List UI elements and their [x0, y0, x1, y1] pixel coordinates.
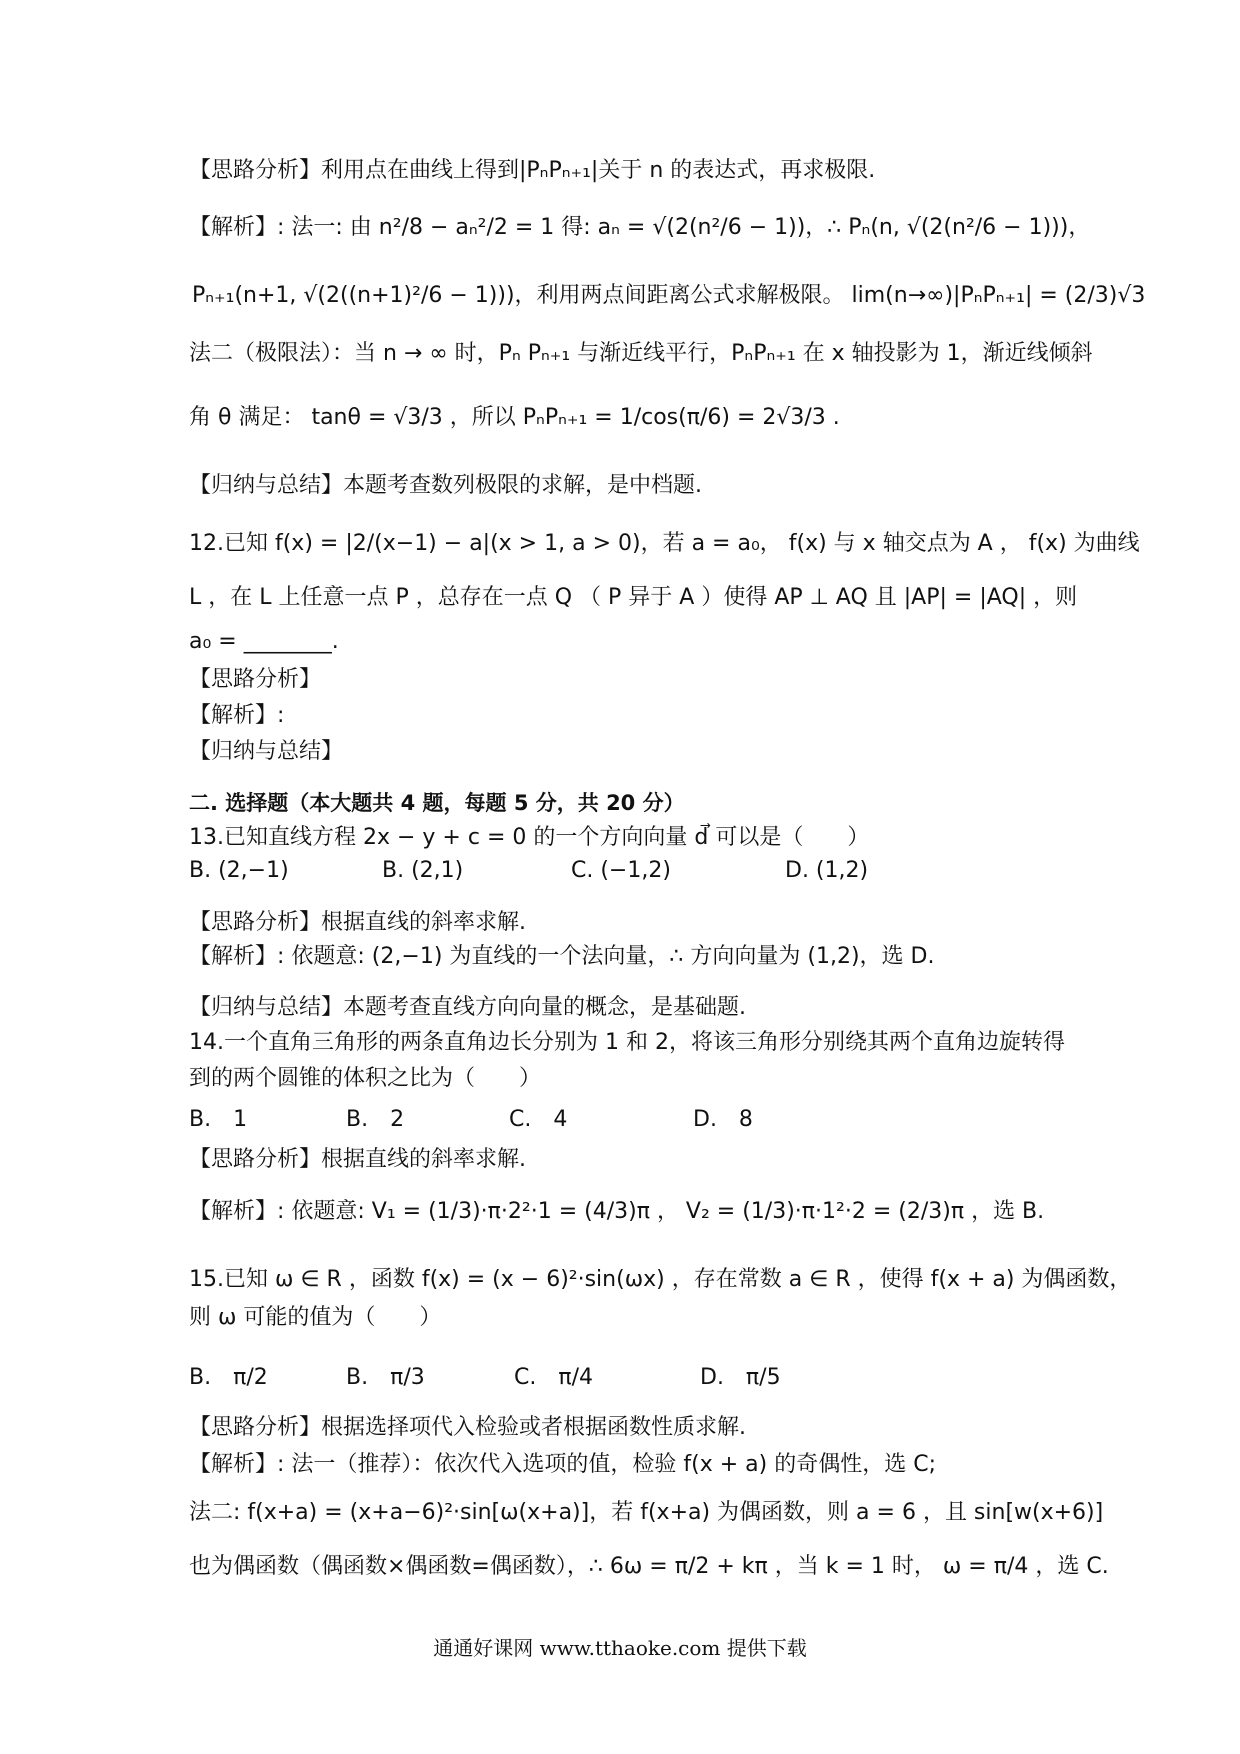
- p12-solution: 【解析】:: [189, 703, 285, 728]
- p11-solution-line3: 法二（极限法）：当 n → ∞ 时，Pₙ Pₙ₊₁ 与渐近线平行，PₙPₙ₊₁ 在 x 轴投影为 1，渐近线倾斜: [189, 341, 1093, 366]
- p14-question-line1: 14.一个直角三角形的两条直角边长分别为 1 和 2，将该三角形分别绕其两个直角边旋转得: [189, 1030, 1065, 1055]
- page-footer: 通通好课网 www.tthaoke.com 提供下载: [433, 1636, 807, 1660]
- p15-option-3: C. π/4: [514, 1365, 594, 1390]
- p12-question-line2: L ，在 L 上任意一点 P ，总存在一点 Q （ P 异于 A ）使得 AP ⊥ AQ 且 |AP| = |AQ| ，则: [189, 585, 1078, 610]
- p11-analysis: 【思路分析】利用点在曲线上得到|PₙPₙ₊₁|关于 n 的表达式，再求极限.: [189, 158, 876, 183]
- p12-question-line3: a₀ = ________.: [189, 629, 339, 654]
- p11-solution-line1: 【解析】: 法一: 由 n²/8 − aₙ²/2 = 1 得: aₙ = √(2(n²/6 − 1))，∴ Pₙ(n, √(2(n²/6 − 1)))，: [189, 215, 1091, 240]
- p13-option-1: B. (2,−1): [189, 858, 289, 883]
- p15-option-2: B. π/3: [346, 1365, 425, 1390]
- p11-solution-line2: Pₙ₊₁(n+1, √(2((n+1)²/6 − 1)))，利用两点间距离公式求解极限。 lim(n→∞)|PₙPₙ₊₁| = (2/3)√3: [192, 283, 1146, 308]
- p15-solution-line2: 法二: f(x+a) = (x+a−6)²·sin[ω(x+a)]，若 f(x+a) 为偶函数，则 a = 6 ，且 sin[w(x+6)]: [189, 1500, 1104, 1525]
- p13-option-4: D. (1,2): [785, 858, 869, 883]
- p15-analysis: 【思路分析】根据选择项代入检验或者根据函数性质求解.: [189, 1415, 746, 1440]
- p13-option-2: B. (2,1): [382, 858, 464, 883]
- p15-solution-line3: 也为偶函数（偶函数×偶函数=偶函数），∴ 6ω = π/2 + kπ ，当 k = 1 时， ω = π/4 ，选 C.: [189, 1554, 1109, 1579]
- p14-analysis: 【思路分析】根据直线的斜率求解.: [189, 1147, 526, 1172]
- p15-option-1: B. π/2: [189, 1365, 268, 1390]
- p11-summary: 【归纳与总结】本题考查数列极限的求解，是中档题.: [189, 473, 702, 498]
- p13-option-3: C. (−1,2): [571, 858, 671, 883]
- p14-option-4: D. 8: [693, 1107, 753, 1132]
- p13-solution: 【解析】: 依题意: (2,−1) 为直线的一个法向量，∴ 方向向量为 (1,2)，选 D.: [189, 944, 935, 969]
- p12-analysis: 【思路分析】: [189, 667, 322, 692]
- section-heading: 二. 选择题（本大题共 4 题，每题 5 分，共 20 分）: [189, 791, 685, 815]
- p14-question-line2: 到的两个圆锥的体积之比为（ ）: [189, 1066, 542, 1091]
- p12-summary: 【归纳与总结】: [189, 739, 344, 764]
- p11-solution-line4: 角 θ 满足： tanθ = √3/3 ，所以 PₙPₙ₊₁ = 1/cos(π/6) = 2√3/3 .: [189, 405, 840, 430]
- p15-option-4: D. π/5: [700, 1365, 781, 1390]
- p15-solution-line1: 【解析】: 法一（推荐）：依次代入选项的值，检验 f(x + a) 的奇偶性，选 C;: [189, 1452, 936, 1477]
- p13-analysis: 【思路分析】根据直线的斜率求解.: [189, 910, 526, 935]
- p14-solution: 【解析】: 依题意: V₁ = (1/3)·π·2²·1 = (4/3)π ， V₂ = (1/3)·π·1²·2 = (2/3)π ，选 B.: [189, 1199, 1045, 1224]
- p12-question-line1: 12.已知 f(x) = |2/(x−1) − a|(x > 1, a > 0)，若 a = a₀， f(x) 与 x 轴交点为 A ， f(x) 为曲线: [189, 531, 1140, 556]
- p14-option-1: B. 1: [189, 1107, 248, 1132]
- p14-option-3: C. 4: [509, 1107, 568, 1132]
- p13-summary: 【归纳与总结】本题考查直线方向向量的概念，是基础题.: [189, 995, 746, 1020]
- p13-question: 13.已知直线方程 2x − y + c = 0 的一个方向向量 d⃗ 可以是（ ）: [189, 825, 870, 850]
- p14-option-2: B. 2: [346, 1107, 405, 1132]
- p15-question-line2: 则 ω 可能的值为（ ）: [189, 1305, 442, 1330]
- p15-question-line1: 15.已知 ω ∈ R ，函数 f(x) = (x − 6)²·sin(ωx) ，存在常数 a ∈ R ，使得 f(x + a) 为偶函数，: [189, 1267, 1132, 1292]
